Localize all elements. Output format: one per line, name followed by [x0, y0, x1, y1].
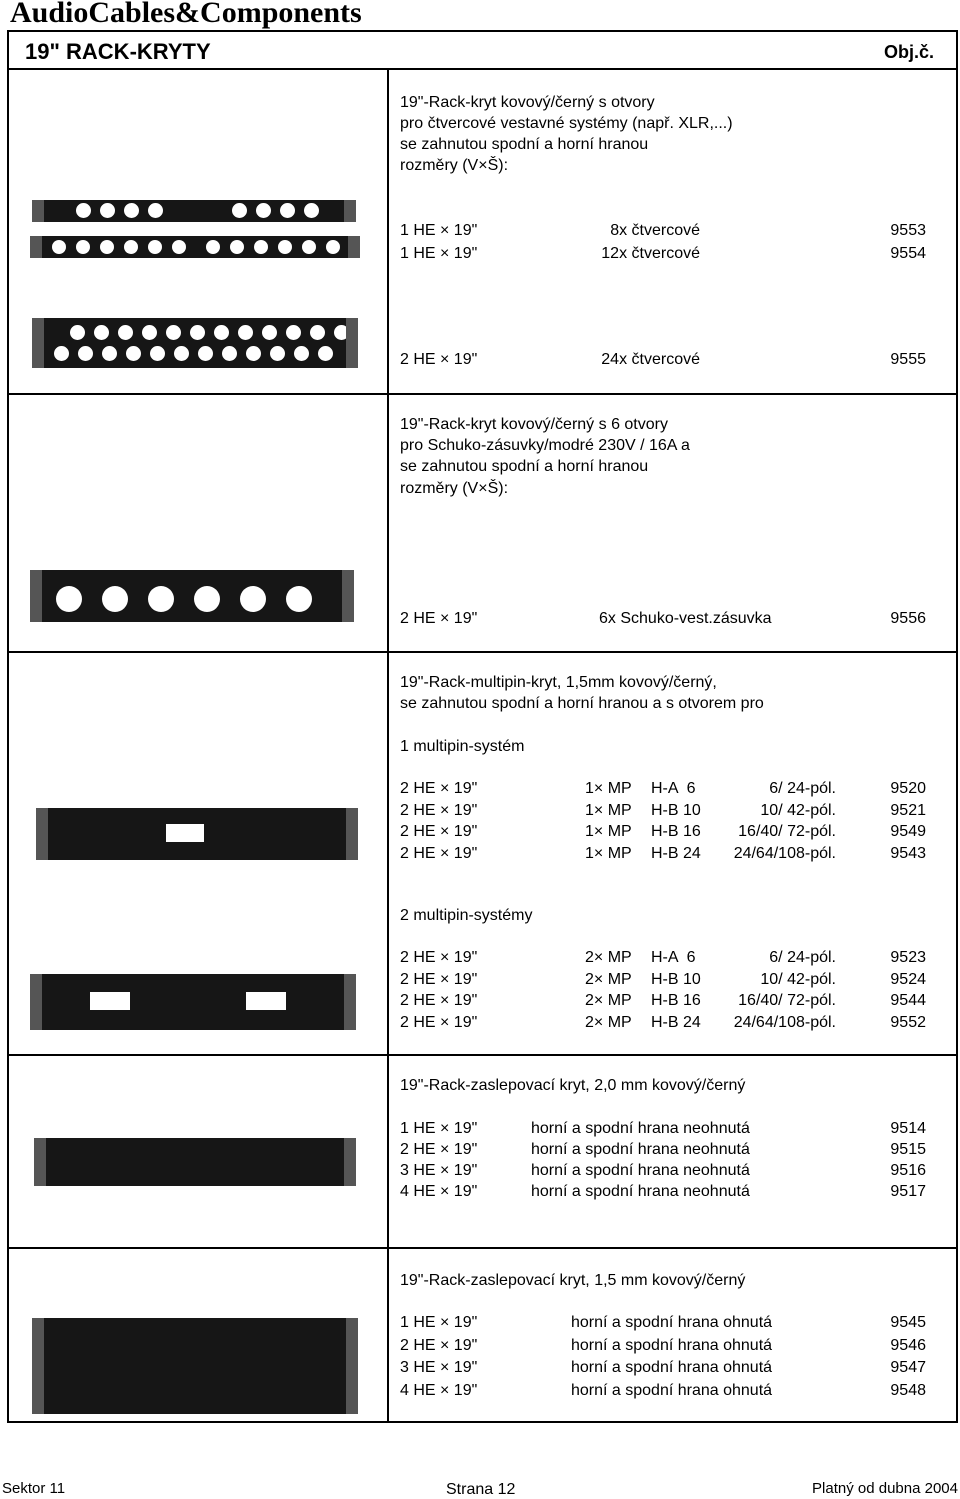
panel-hole [232, 203, 247, 218]
item-size: 2 HE × 19" [400, 1013, 478, 1031]
section2-desc-line: 19"-Rack-kryt kovový/černý s 6 otvory [400, 416, 668, 433]
item-number: 9546 [890, 1336, 926, 1354]
item-desc: horní a spodní hrana neohnutá [531, 1141, 750, 1158]
panel-image-multipin-2 [30, 974, 356, 1030]
item-number: 9544 [890, 992, 926, 1009]
item-poles: 10/ 42-pól. [760, 970, 836, 988]
panel-image-8-holes [32, 200, 356, 222]
section3-desc-line: 19"-Rack-multipin-kryt, 1,5mm kovový/černý, [400, 674, 717, 691]
item-type: H-B 10 [651, 970, 701, 988]
item-number: 9556 [890, 610, 926, 627]
multipin-cutout [246, 992, 286, 1010]
panel-hole [124, 203, 139, 218]
panel-hole [302, 240, 316, 254]
panel-hole [126, 346, 141, 361]
item-desc: horní a spodní hrana ohnutá [571, 1336, 773, 1354]
panel-image-24-holes [32, 318, 358, 368]
section2-desc-line: se zahnutou spodní a horní hranou [400, 458, 649, 475]
panel-hole [278, 240, 292, 254]
footer-valid-from: Platný od dubna 2004 [812, 1480, 958, 1497]
panel-hole [294, 346, 309, 361]
item-poles: 24/64/108-pól. [733, 844, 836, 862]
item-type: H-A 6 [651, 780, 696, 797]
item-number: 9548 [890, 1381, 926, 1399]
multipin-cutout [90, 992, 130, 1010]
item-number: 9543 [890, 844, 926, 862]
item-number: 9552 [890, 1013, 926, 1031]
section5-desc: 19"-Rack-zaslepovací kryt, 1,5 mm kovový/černý [400, 1272, 746, 1289]
item-mp: 2× MP [585, 992, 632, 1009]
item-type: H-A 6 [651, 949, 696, 966]
panel-hole [246, 346, 261, 361]
item-size: 2 HE × 19" [400, 949, 478, 966]
section-divider [9, 1054, 956, 1056]
panel-hole [194, 586, 220, 612]
panel-hole [124, 240, 138, 254]
item-type: H-B 24 [651, 844, 701, 862]
section1-desc-line: se zahnutou spodní a horní hranou [400, 136, 649, 153]
panel-hole [334, 325, 349, 340]
panel-hole [148, 203, 163, 218]
item-poles: 24/64/108-pól. [733, 1013, 836, 1031]
item-desc: horní a spodní hrana ohnutá [571, 1314, 773, 1331]
item-desc: 24x čtvercové [601, 351, 700, 368]
panel-hole [148, 240, 162, 254]
panel-hole [304, 203, 319, 218]
item-mp: 2× MP [585, 970, 632, 988]
footer-page: Strana 12 [446, 1481, 516, 1498]
section1-desc-line: 19"-Rack-kryt kovový/černý s otvory [400, 94, 655, 111]
item-poles: 6/ 24-pól. [769, 949, 836, 966]
subsection-title: 1 multipin-systém [400, 738, 525, 755]
item-size: 4 HE × 19" [400, 1381, 478, 1399]
section-divider [9, 393, 956, 395]
section-divider [9, 1247, 956, 1249]
item-size: 2 HE × 19" [400, 823, 478, 840]
brand-title: AudioCables&Components [10, 0, 362, 29]
item-number: 9520 [890, 780, 926, 797]
panel-image-multipin-1 [36, 808, 358, 860]
item-number: 9515 [890, 1141, 926, 1158]
section1-desc-line: rozměry (V×Š): [400, 157, 509, 174]
item-size: 2 HE × 19" [400, 970, 478, 988]
multipin-cutout [166, 824, 204, 842]
table-header [9, 32, 956, 70]
panel-hole [166, 325, 181, 340]
panel-hole [56, 586, 82, 612]
panel-hole [310, 325, 325, 340]
panel-hole [286, 325, 301, 340]
panel-hole [94, 325, 109, 340]
item-mp: 2× MP [585, 1013, 632, 1031]
panel-hole [70, 325, 85, 340]
item-number: 9555 [890, 351, 926, 368]
panel-hole [150, 346, 165, 361]
column-divider [387, 68, 389, 1423]
panel-hole [100, 240, 114, 254]
panel-hole [102, 586, 128, 612]
item-number: 9514 [890, 1120, 926, 1137]
item-size: 2 HE × 19" [400, 780, 478, 797]
item-desc: horní a spodní hrana neohnutá [531, 1183, 750, 1200]
item-type: H-B 16 [651, 823, 701, 840]
panel-hole [326, 240, 340, 254]
item-poles: 16/40/ 72-pól. [738, 823, 836, 840]
item-size: 2 HE × 19" [400, 351, 478, 368]
item-size: 1 HE × 19" [400, 222, 478, 239]
panel-hole [240, 586, 266, 612]
footer-sector: Sektor 11 [2, 1480, 66, 1497]
item-size: 1 HE × 19" [400, 1314, 478, 1331]
section2-desc-line: pro Schuko-zásuvky/modré 230V / 16A a [400, 437, 690, 454]
panel-hole [254, 240, 268, 254]
panel-hole [142, 325, 157, 340]
panel-image-schuko [30, 570, 354, 622]
panel-hole [100, 203, 115, 218]
item-desc: horní a spodní hrana ohnutá [571, 1359, 773, 1376]
panel-hole [102, 346, 117, 361]
panel-hole [148, 586, 174, 612]
item-mp: 2× MP [585, 949, 632, 966]
section3-desc-line: se zahnutou spodní a horní hranou a s otvorem pro [400, 695, 764, 712]
item-size: 1 HE × 19" [400, 1120, 478, 1137]
section4-desc: 19"-Rack-zaslepovací kryt, 2,0 mm kovový/černý [400, 1077, 746, 1094]
panel-hole [118, 325, 133, 340]
subsection-title: 2 multipin-systémy [400, 907, 533, 924]
panel-image-12-holes [30, 236, 360, 258]
item-size: 3 HE × 19" [400, 1359, 478, 1376]
order-number-header: Obj.č. [883, 42, 934, 62]
item-poles: 16/40/ 72-pól. [738, 992, 836, 1009]
item-number: 9553 [890, 222, 926, 239]
panel-hole [76, 240, 90, 254]
item-size: 3 HE × 19" [400, 1162, 478, 1179]
item-number: 9549 [890, 823, 926, 840]
section-divider [9, 651, 956, 653]
item-mp: 1× MP [585, 844, 632, 862]
item-poles: 10/ 42-pól. [760, 801, 836, 819]
item-number: 9524 [890, 970, 926, 988]
item-number: 9521 [890, 801, 926, 819]
item-size: 2 HE × 19" [400, 1336, 478, 1354]
item-poles: 6/ 24-pól. [769, 780, 836, 797]
panel-image-blank-2mm [34, 1138, 356, 1186]
item-number: 9516 [890, 1162, 926, 1179]
item-mp: 1× MP [585, 823, 632, 840]
item-number: 9523 [890, 949, 926, 966]
section2-desc-line: rozměry (V×Š): [400, 480, 509, 497]
panel-hole [214, 325, 229, 340]
panel-hole [256, 203, 271, 218]
panel-hole [318, 346, 333, 361]
item-size: 2 HE × 19" [400, 801, 478, 819]
item-number: 9554 [890, 245, 926, 262]
panel-hole [54, 346, 69, 361]
item-desc: 12x čtvercové [601, 245, 700, 262]
panel-hole [238, 325, 253, 340]
panel-hole [76, 203, 91, 218]
item-number: 9545 [890, 1314, 926, 1331]
item-size: 2 HE × 19" [400, 992, 478, 1009]
panel-hole [172, 240, 186, 254]
page-title: 19" RACK-KRYTY [25, 39, 211, 64]
item-type: H-B 24 [651, 1013, 701, 1031]
panel-hole [230, 240, 244, 254]
item-size: 4 HE × 19" [400, 1183, 478, 1200]
panel-hole [52, 240, 66, 254]
item-number: 9517 [890, 1183, 926, 1200]
item-desc: horní a spodní hrana neohnutá [531, 1162, 750, 1179]
panel-hole [78, 346, 93, 361]
panel-hole [262, 325, 277, 340]
item-size: 2 HE × 19" [400, 610, 478, 627]
item-desc: horní a spodní hrana neohnutá [531, 1120, 750, 1137]
item-size: 1 HE × 19" [400, 245, 478, 262]
item-desc: 6x Schuko-vest.zásuvka [599, 610, 772, 627]
item-mp: 1× MP [585, 780, 632, 797]
item-size: 2 HE × 19" [400, 844, 478, 862]
item-number: 9547 [890, 1359, 926, 1376]
item-type: H-B 16 [651, 992, 701, 1009]
panel-hole [286, 586, 312, 612]
panel-hole [206, 240, 220, 254]
item-desc: horní a spodní hrana ohnutá [571, 1381, 773, 1399]
item-mp: 1× MP [585, 801, 632, 819]
item-type: H-B 10 [651, 801, 701, 819]
item-size: 2 HE × 19" [400, 1141, 478, 1158]
panel-hole [198, 346, 213, 361]
item-desc: 8x čtvercové [610, 222, 700, 239]
panel-hole [174, 346, 189, 361]
section1-desc-line: pro čtvercové vestavné systémy (např. XLR,...) [400, 115, 733, 132]
panel-hole [280, 203, 295, 218]
panel-hole [222, 346, 237, 361]
panel-hole [190, 325, 205, 340]
panel-hole [270, 346, 285, 361]
panel-image-blank-1-5mm [32, 1318, 358, 1414]
